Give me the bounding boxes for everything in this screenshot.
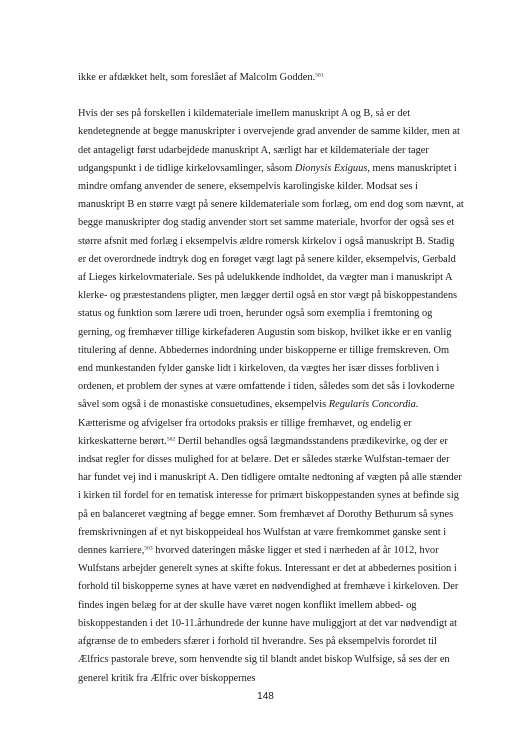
paragraph-2-text-1: Hvis der ses på forskellen i kildemateriale imellem manuskript A og B, så er det kendetegnende at begge manuskripter i overvejende grad anvender de samme kilder, men at det antageligt først udarbejdede manuskript A, særligt har et kildemateriale der tager udgangspunkt i de tidlige kirkelovsamlinger, såsom xyxy=(78,108,460,174)
title-regularis-concordia: Regularis Concordia. xyxy=(328,399,419,411)
footnote-ref-561[interactable]: 561 xyxy=(315,72,324,79)
paragraph-2-text-4: Dertil behandles også lægmandsstandens prædikevirke, og der er indsat regler for disses mulighed for at belære. Det er således stærke Wulfstan-temaer der har fundet vej ind i manuskript A. Den tidligere omtalte nedtoning af vægten på alle stænder i kirken til fordel for en tematisk interesse for primært biskoppestanden synes at befinde sig på en balanceret vægtning af begge emner. Som fremhævet af Dorothy Bethurum så synes fremskrivningen af et nyt biskoppeideal hos Wulfstan at være fremkommet ganske sent i dennes karriere, xyxy=(78,435,462,557)
paragraph-2 xyxy=(78,105,464,688)
paragraph-1 xyxy=(78,69,464,87)
title-dionysis-exiguus: Dionysis Exiguus xyxy=(294,162,368,174)
body-text xyxy=(78,69,464,688)
paragraph-2-text-2: , mens manuskriptet i mindre omfang anvender de senere, eksempelvis karolingiske kilder. Modsat ses i manuskript B en større vægt på senere kildemateriale som forlæg, om end dog som nævnt, at begge manuskripter dog stadig anvender stort set samme materiale, hvorfor der også ses et større afsnit med forlæg i eksempelvis ældre romersk kirkelov i også manuskript B. Stadig er det overordnede indtryk dog en forøget vægt lagt på senere kilder, eksempelvis, Gerbald af Lieges kirkelovmateriale. Ses på udelukkende indholdet, da vægter man i manuskript A klerke- og præstestandens pligter, men lægger dertil også en stor vægt på biskoppestandens status og funktion som lærere udi troen, herunder også som exemplia i fremtoning og gerning, og fremhæver tillige kirkefaderen Augustin som biskop, hvilket ikke er en vanlig titulering af denne. Abbedernes indordning under biskopperne er tillige fremskreven. Om end munkestanden fylder ganske lidt i kirkeloven, da vægtes her især disses forbliven i ordenen, et problem der synes at være omfattende i tiden, således som det sås i lovkoderne såvel som også i de monastiske consuetudines, eksempelvis xyxy=(78,162,464,411)
footnote-ref-562[interactable]: 562 xyxy=(166,436,176,443)
paragraph-1-text: ikke er afdækket helt, som foreslået af Malcolm Godden. xyxy=(78,72,316,83)
page-number: 148 xyxy=(257,691,274,702)
paragraph-2-text-5: hvorved dateringen måske ligger et sted i nærheden af år 1012, hvor Wulfstans arbejder generelt synes at skifte fokus. Interessant er det at abbedernes position i forhold til biskopperne synes at have været en nødvendighed at fremhæve i kirkeloven. Der findes ingen belæg for at der skulle have været nogen konflikt imellem abbed- og biskoppestanden i det 10-11.århundrede der kunne have muliggjort at det var nødvendigt at afgrænse de to embeders sfærer i forhold til hverandre. Ses på eksempelvis forordet til Ælfrics pastorale breve, som henvendte sig til blandt andet biskop Wulfsige, så ses der en generel kritik fra Ælfric over biskoppernes xyxy=(78,545,459,684)
paragraph-2-text-3: Kætterisme og afvigelser fra ortodoks praksis er tillige fremhævet, og endelig er kirkeskatterne berørt. xyxy=(78,417,412,447)
footnote-ref-563[interactable]: 563 xyxy=(144,545,153,552)
